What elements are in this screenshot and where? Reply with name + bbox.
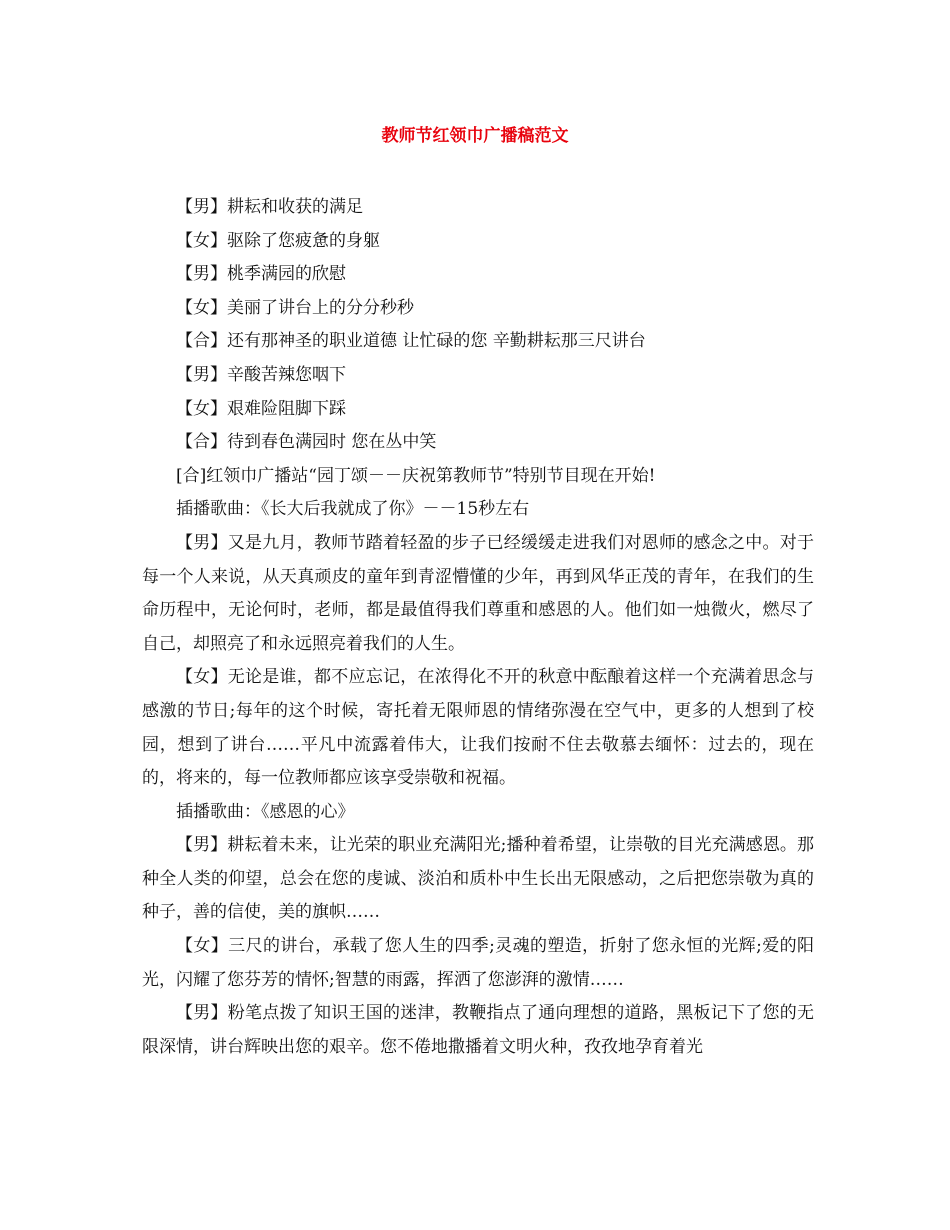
- paragraph-2: 【女】驱除了您疲惫的身躯: [176, 230, 380, 251]
- paragraph-10: 插播歌曲：《长大后我就成了你》－－15秒左右: [176, 499, 530, 520]
- paragraph-16: 【男】粉笔点拨了知识王国的迷津，教鞭指点了通向理想的道路，黑板记下了您的无限深情，讲台辉映出您的艰辛。您不倦地撒播着文明火种，孜孜地孕育着光: [142, 1003, 814, 1057]
- paragraph-3: 【男】桃季满园的欣慰: [176, 264, 346, 285]
- paragraph-4: 【女】美丽了讲台上的分分秒秒: [176, 297, 414, 318]
- paragraph-5: 【合】还有那神圣的职业道德 让忙碌的您 辛勤耕耘那三尺讲台: [176, 331, 646, 352]
- paragraph-7: 【女】艰难险阻脚下踩: [176, 398, 346, 419]
- document-title: 教师节红领巾广播稿范文: [381, 126, 569, 146]
- paragraph-8: 【合】待到春色满园时 您在丛中笑: [176, 432, 437, 453]
- paragraph-14: 【男】耕耘着未来，让光荣的职业充满阳光;播种着希望，让崇敬的目光充满感恩。那种全人类的仰望，总会在您的虔诚、淡泊和质朴中生长出无限感动，之后把您崇敬为真的种子，善的信使，美的旗帜……: [142, 835, 814, 923]
- paragraph-11: 【男】又是九月，教师节踏着轻盈的步子已经缓缓走进我们对恩师的感念之中。对于每一个人来说，从天真顽皮的童年到青涩懵懂的少年，再到风华正茂的青年，在我们的生命历程中，无论何时，老师，都是最值得我们尊重和感恩的人。他们如一烛微火，燃尽了自己，却照亮了和永远照亮着我们的人生。: [142, 532, 814, 654]
- paragraph-1: 【男】耕耘和收获的满足: [176, 197, 363, 217]
- paragraph-13: 插播歌曲：《感恩的心》: [176, 801, 355, 822]
- document-body: [142, 191, 814, 1064]
- paragraph-9: [合]红领巾广播站“园丁颂－－庆祝第教师节”特别节目现在开始!: [176, 465, 656, 486]
- paragraph-15: 【女】三尺的讲台，承载了您人生的四季;灵魂的塑造，折射了您永恒的光辉;爱的阳光，闪耀了您芬芳的情怀;智慧的雨露，挥洒了您澎湃的激情……: [142, 936, 814, 990]
- paragraph-12: 【女】无论是谁，都不应忘记，在浓得化不开的秋意中酝酿着这样一个充满着思念与感激的节日;每年的这个时候，寄托着无限师恩的情绪弥漫在空气中，更多的人想到了校园，想到了讲台……平凡中流露着伟大，让我们按耐不住去敬慕去缅怀：过去的，现在的，将来的，每一位教师都应该享受崇敬和祝福。: [142, 667, 814, 789]
- paragraph-6: 【男】辛酸苦辣您咽下: [176, 364, 346, 385]
